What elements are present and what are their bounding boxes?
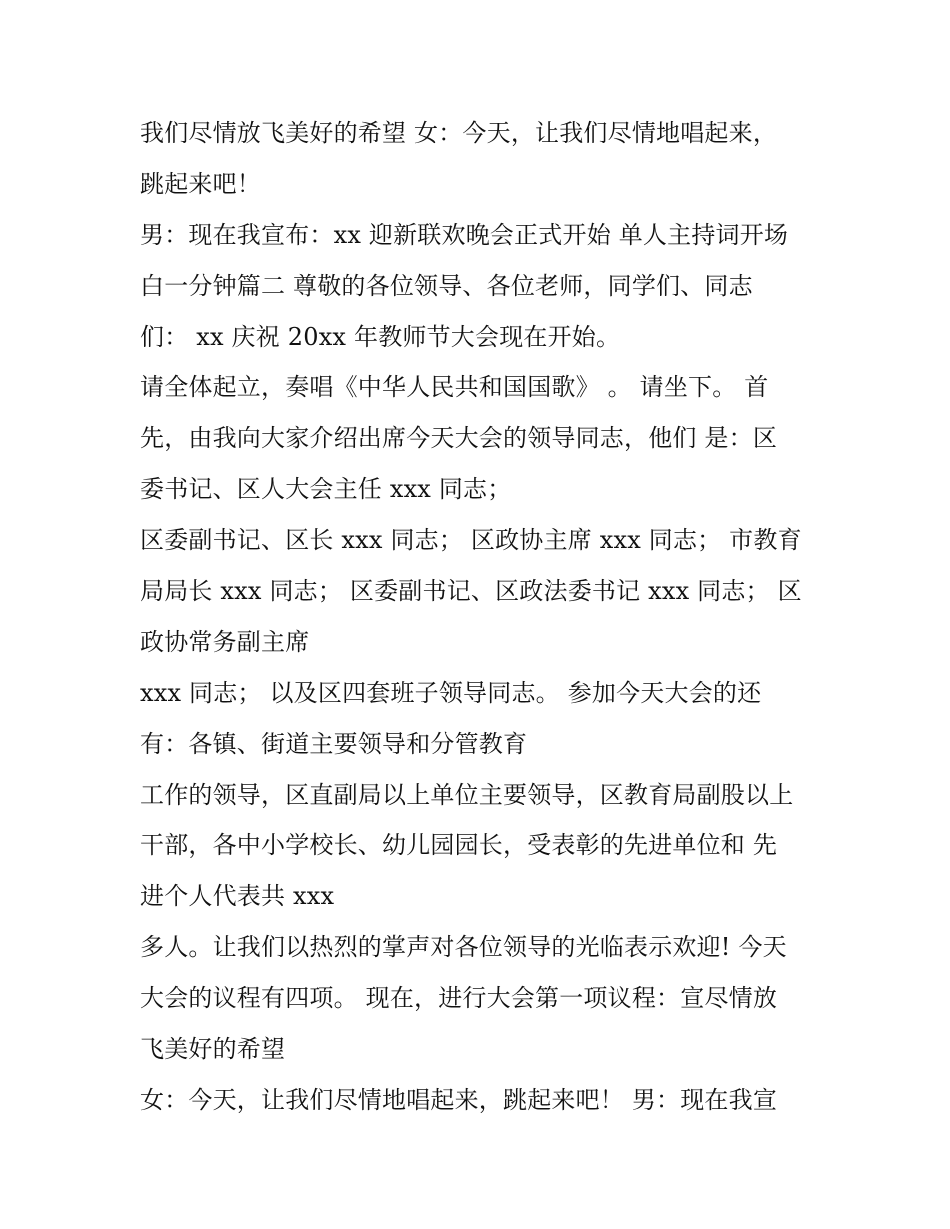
text-line: 请全体起立，奏唱《中华人民共和国国歌》 。 请坐下。 首 — [140, 373, 769, 402]
text-line: 女：今天，让我们尽情地唱起来，跳起来吧！ 男：现在我宣 — [140, 1085, 778, 1114]
text-line: 政协常务副主席 — [140, 627, 310, 656]
text-line: 我们尽情放飞美好的希望 女：今天，让我们尽情地唱起来， — [140, 119, 778, 147]
text-line: 进个人代表共 xxx — [140, 882, 335, 911]
text-line: 区委副书记、区长 xxx 同志； 区政协主席 xxx 同志； 市教育 — [140, 526, 802, 555]
text-line: 男：现在我宣布：xx 迎新联欢晚会正式开始 单人主持词开场 — [140, 220, 789, 249]
text-line: 大会的议程有四项。 现在，进行大会第一项议程：宣尽情放 — [140, 984, 778, 1013]
text-line: 跳起来吧！ — [140, 169, 261, 198]
text-line: 先，由我向大家介绍出席今天大会的领导同志，他们 是：区 — [140, 424, 778, 453]
text-line: 多人。让我们以热烈的掌声对各位领导的光临表示欢迎! 今天 — [140, 933, 787, 962]
text-line: 委书记、区人大会主任 xxx 同志； — [140, 475, 512, 504]
text-line: 飞美好的希望 — [140, 1035, 286, 1064]
text-line: 们： xx 庆祝 20xx 年教师节大会现在开始。 — [140, 322, 621, 351]
text-line: xxx 同志； 以及区四套班子领导同志。 参加今天大会的还 — [140, 678, 762, 707]
document-body — [140, 108, 830, 1126]
text-line: 干部，各中小学校长、幼儿园园长，受表彰的先进单位和 先 — [140, 831, 778, 860]
text-line: 有：各镇、街道主要领导和分管教育 — [140, 729, 528, 758]
text-line: 局局长 xxx 同志； 区委副书记、区政法委书记 xxx 同志； 区 — [140, 577, 802, 606]
text-line: 工作的领导，区直副局以上单位主要领导，区教育局副股以上 — [140, 780, 794, 809]
text-line: 白一分钟篇二 尊敬的各位领导、各位老师，同学们、同志 — [140, 271, 753, 300]
